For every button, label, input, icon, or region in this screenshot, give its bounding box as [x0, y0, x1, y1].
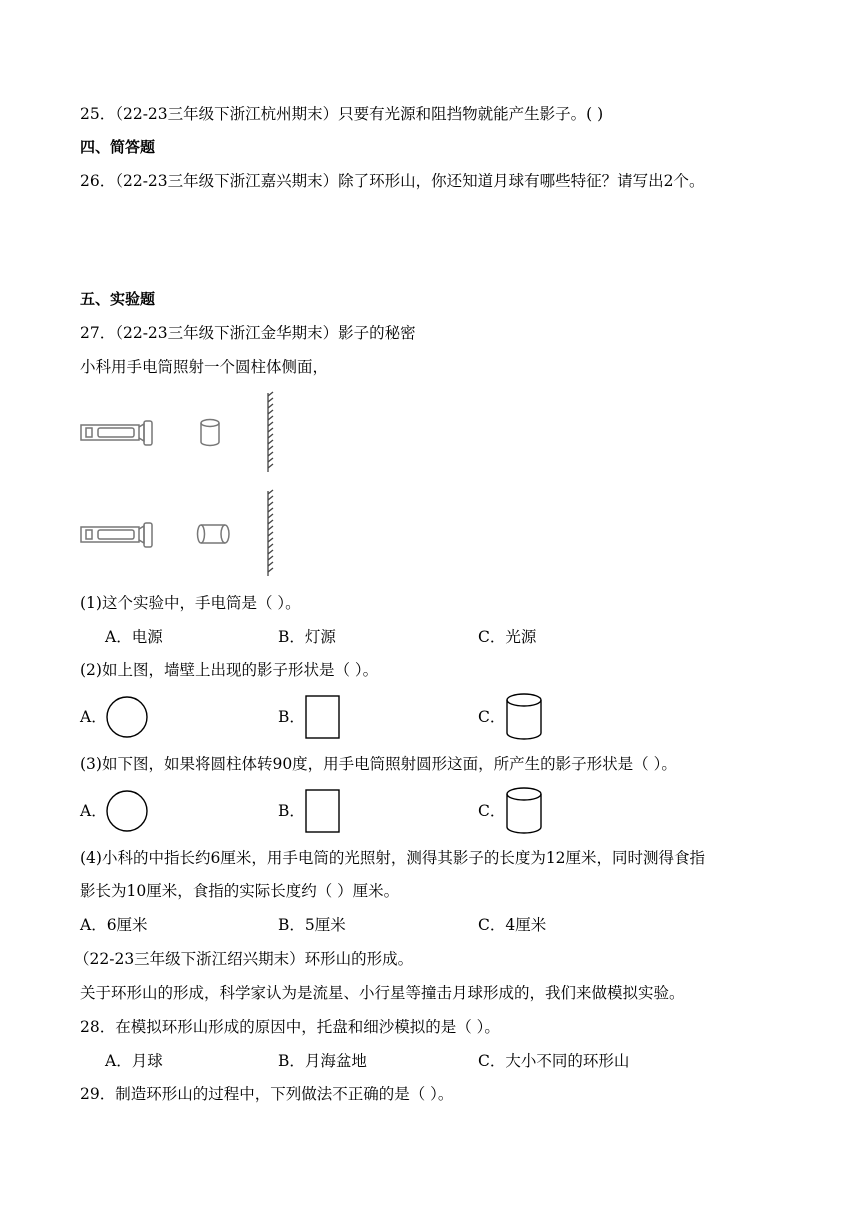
question-28: 28．在模拟环形山形成的原因中，托盘和细沙模拟的是（ ）。	[80, 1018, 500, 1036]
sub2-option-a: A．	[80, 708, 107, 726]
question-group-title: （22-23三年级下浙江绍兴期末）环形山的形成。	[74, 950, 414, 968]
q28-option-c: C．大小不同的环形山	[478, 1052, 630, 1070]
cylinder-upright-icon	[201, 420, 219, 446]
question-29: 29．制造环形山的过程中，下列做法不正确的是（ ）。	[80, 1085, 454, 1103]
sub-question-4-line-2: 影长为10厘米，食指的实际长度约（ ）厘米。	[80, 882, 400, 900]
sub3-option-c: C．	[478, 802, 506, 820]
flashlight-icon	[81, 421, 152, 445]
sub-question-1: (1)这个实验中，手电筒是（ ）。	[80, 594, 301, 612]
section-heading-experiment: 五、实验题	[80, 290, 156, 308]
rectangle-shape-icon	[305, 788, 341, 834]
sub-question-3: (3)如下图，如果将圆柱体转90度，用手电筒照射圆形这面，所产生的影子形状是（ ）。	[80, 755, 677, 773]
sub2-option-b: B．	[278, 708, 305, 726]
q28-option-a: A．月球	[105, 1052, 163, 1070]
cylinder-shape-icon	[505, 692, 545, 742]
flashlight-icon	[81, 523, 152, 547]
sub-question-4-line-1: (4)小科的中指长约6厘米，用手电筒的光照射，测得其影子的长度为12厘米，同时测得食指	[80, 849, 706, 867]
question-27: 27．（22-23三年级下浙江金华期末）影子的秘密	[80, 324, 416, 342]
sub1-option-b: B．灯源	[278, 628, 336, 646]
sub-question-2: (2)如上图，墙壁上出现的影子形状是（ ）。	[80, 661, 379, 679]
circle-shape-icon	[104, 788, 150, 834]
sub4-option-b: B．5厘米	[278, 916, 346, 934]
sub3-option-a: A．	[80, 802, 107, 820]
section-heading-short-answer: 四、简答题	[80, 138, 156, 156]
sub2-option-c: C．	[478, 708, 506, 726]
question-group-intro: 关于环形山的形成，科学家认为是流星、小行星等撞击月球形成的，我们来做模拟实验。	[80, 984, 685, 1002]
experiment-figure-side	[80, 390, 280, 476]
question-26: 26．（22-23三年级下浙江嘉兴期末）除了环形山，你还知道月球有哪些特征？请写出2个。	[80, 172, 705, 190]
sub1-option-a: A．电源	[105, 628, 163, 646]
cylinder-lying-icon	[198, 525, 230, 543]
question-27-intro: 小科用手电筒照射一个圆柱体侧面，	[80, 358, 329, 376]
circle-shape-icon	[104, 694, 150, 740]
experiment-figure-rotated	[80, 488, 280, 580]
sub1-option-c: C．光源	[478, 628, 537, 646]
question-25: 25．（22-23三年级下浙江杭州期末）只要有光源和阻挡物就能产生影子。( )	[80, 105, 604, 123]
wall-icon	[268, 392, 273, 472]
rectangle-shape-icon	[305, 694, 341, 740]
wall-icon	[268, 490, 273, 576]
sub4-option-c: C．4厘米	[478, 916, 547, 934]
q28-option-b: B．月海盆地	[278, 1052, 367, 1070]
cylinder-shape-icon	[505, 786, 545, 836]
sub4-option-a: A．6厘米	[80, 916, 148, 934]
sub3-option-b: B．	[278, 802, 305, 820]
